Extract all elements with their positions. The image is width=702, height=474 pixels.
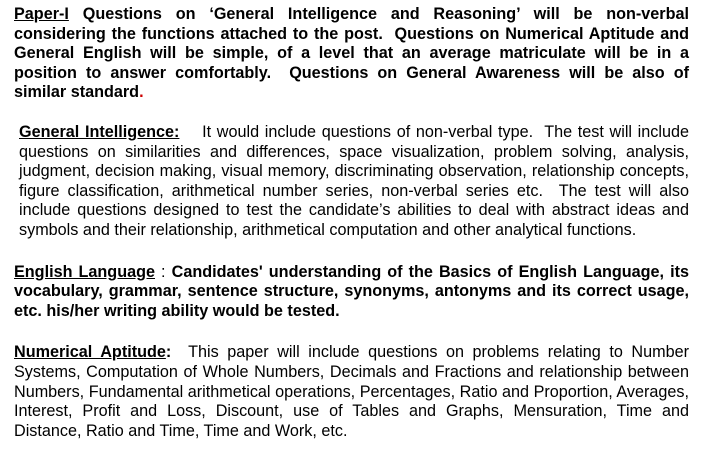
paper1-body: Questions on ‘General Intelligence and Reasoning’ will be non-verbal considering the functions attached to the post. Questions on Numerical Aptitude and General English will be simple, of a level that an average matriculate will be in a position to answer comfortably. Questions on General Awareness will be also of similar standard: [14, 5, 694, 102]
numerical-aptitude-heading: Numerical Aptitude: [14, 343, 166, 362]
english-language-body: Candidates' understanding of the Basics of English Language, its vocabulary, grammar, sentence structure, synonyms, antonyms and its correct usage, etc. his/her writing ability would be tested.: [14, 262, 694, 320]
numerical-aptitude-body: This paper will include questions on problems relating to Number Systems, Computation of Whole Numbers, Decimals and Fractions and relationship between Numbers, Fundamental arithmetical operations, Percentages, Ratio and Proportion, Averages, Interest, Profit and Loss, Discount, use of Tables and Graphs, Mensuration, Time and Distance, Ratio and Time, Time and Work, etc.: [14, 343, 694, 440]
numerical-aptitude-colon: :: [165, 343, 172, 362]
english-language-separator: :: [154, 262, 172, 281]
paper1-heading: Paper-I: [14, 5, 69, 23]
general-intelligence-paragraph: [14, 122, 694, 241]
general-intelligence-heading: General Intelligence:: [19, 122, 180, 141]
english-language-heading: English Language: [14, 262, 155, 281]
english-language-paragraph: [14, 262, 694, 322]
numerical-aptitude-paragraph: [14, 343, 694, 441]
paper1-end-mark: .: [139, 83, 144, 102]
general-intelligence-body: It would include questions of non-verbal type. The test will include questions on similarities and differences, space visualization, problem solving, analysis, judgment, decision making, visual memory, discriminating observation, relationship concepts, figure classification, arithmetical number series, non-verbal series etc. The test will also include questions designed to test the candidate’s abilities to deal with abstract ideas and symbols and their relationship, arithmetical computation and other analytical functions.: [19, 122, 694, 239]
paper1-paragraph: [14, 5, 694, 103]
